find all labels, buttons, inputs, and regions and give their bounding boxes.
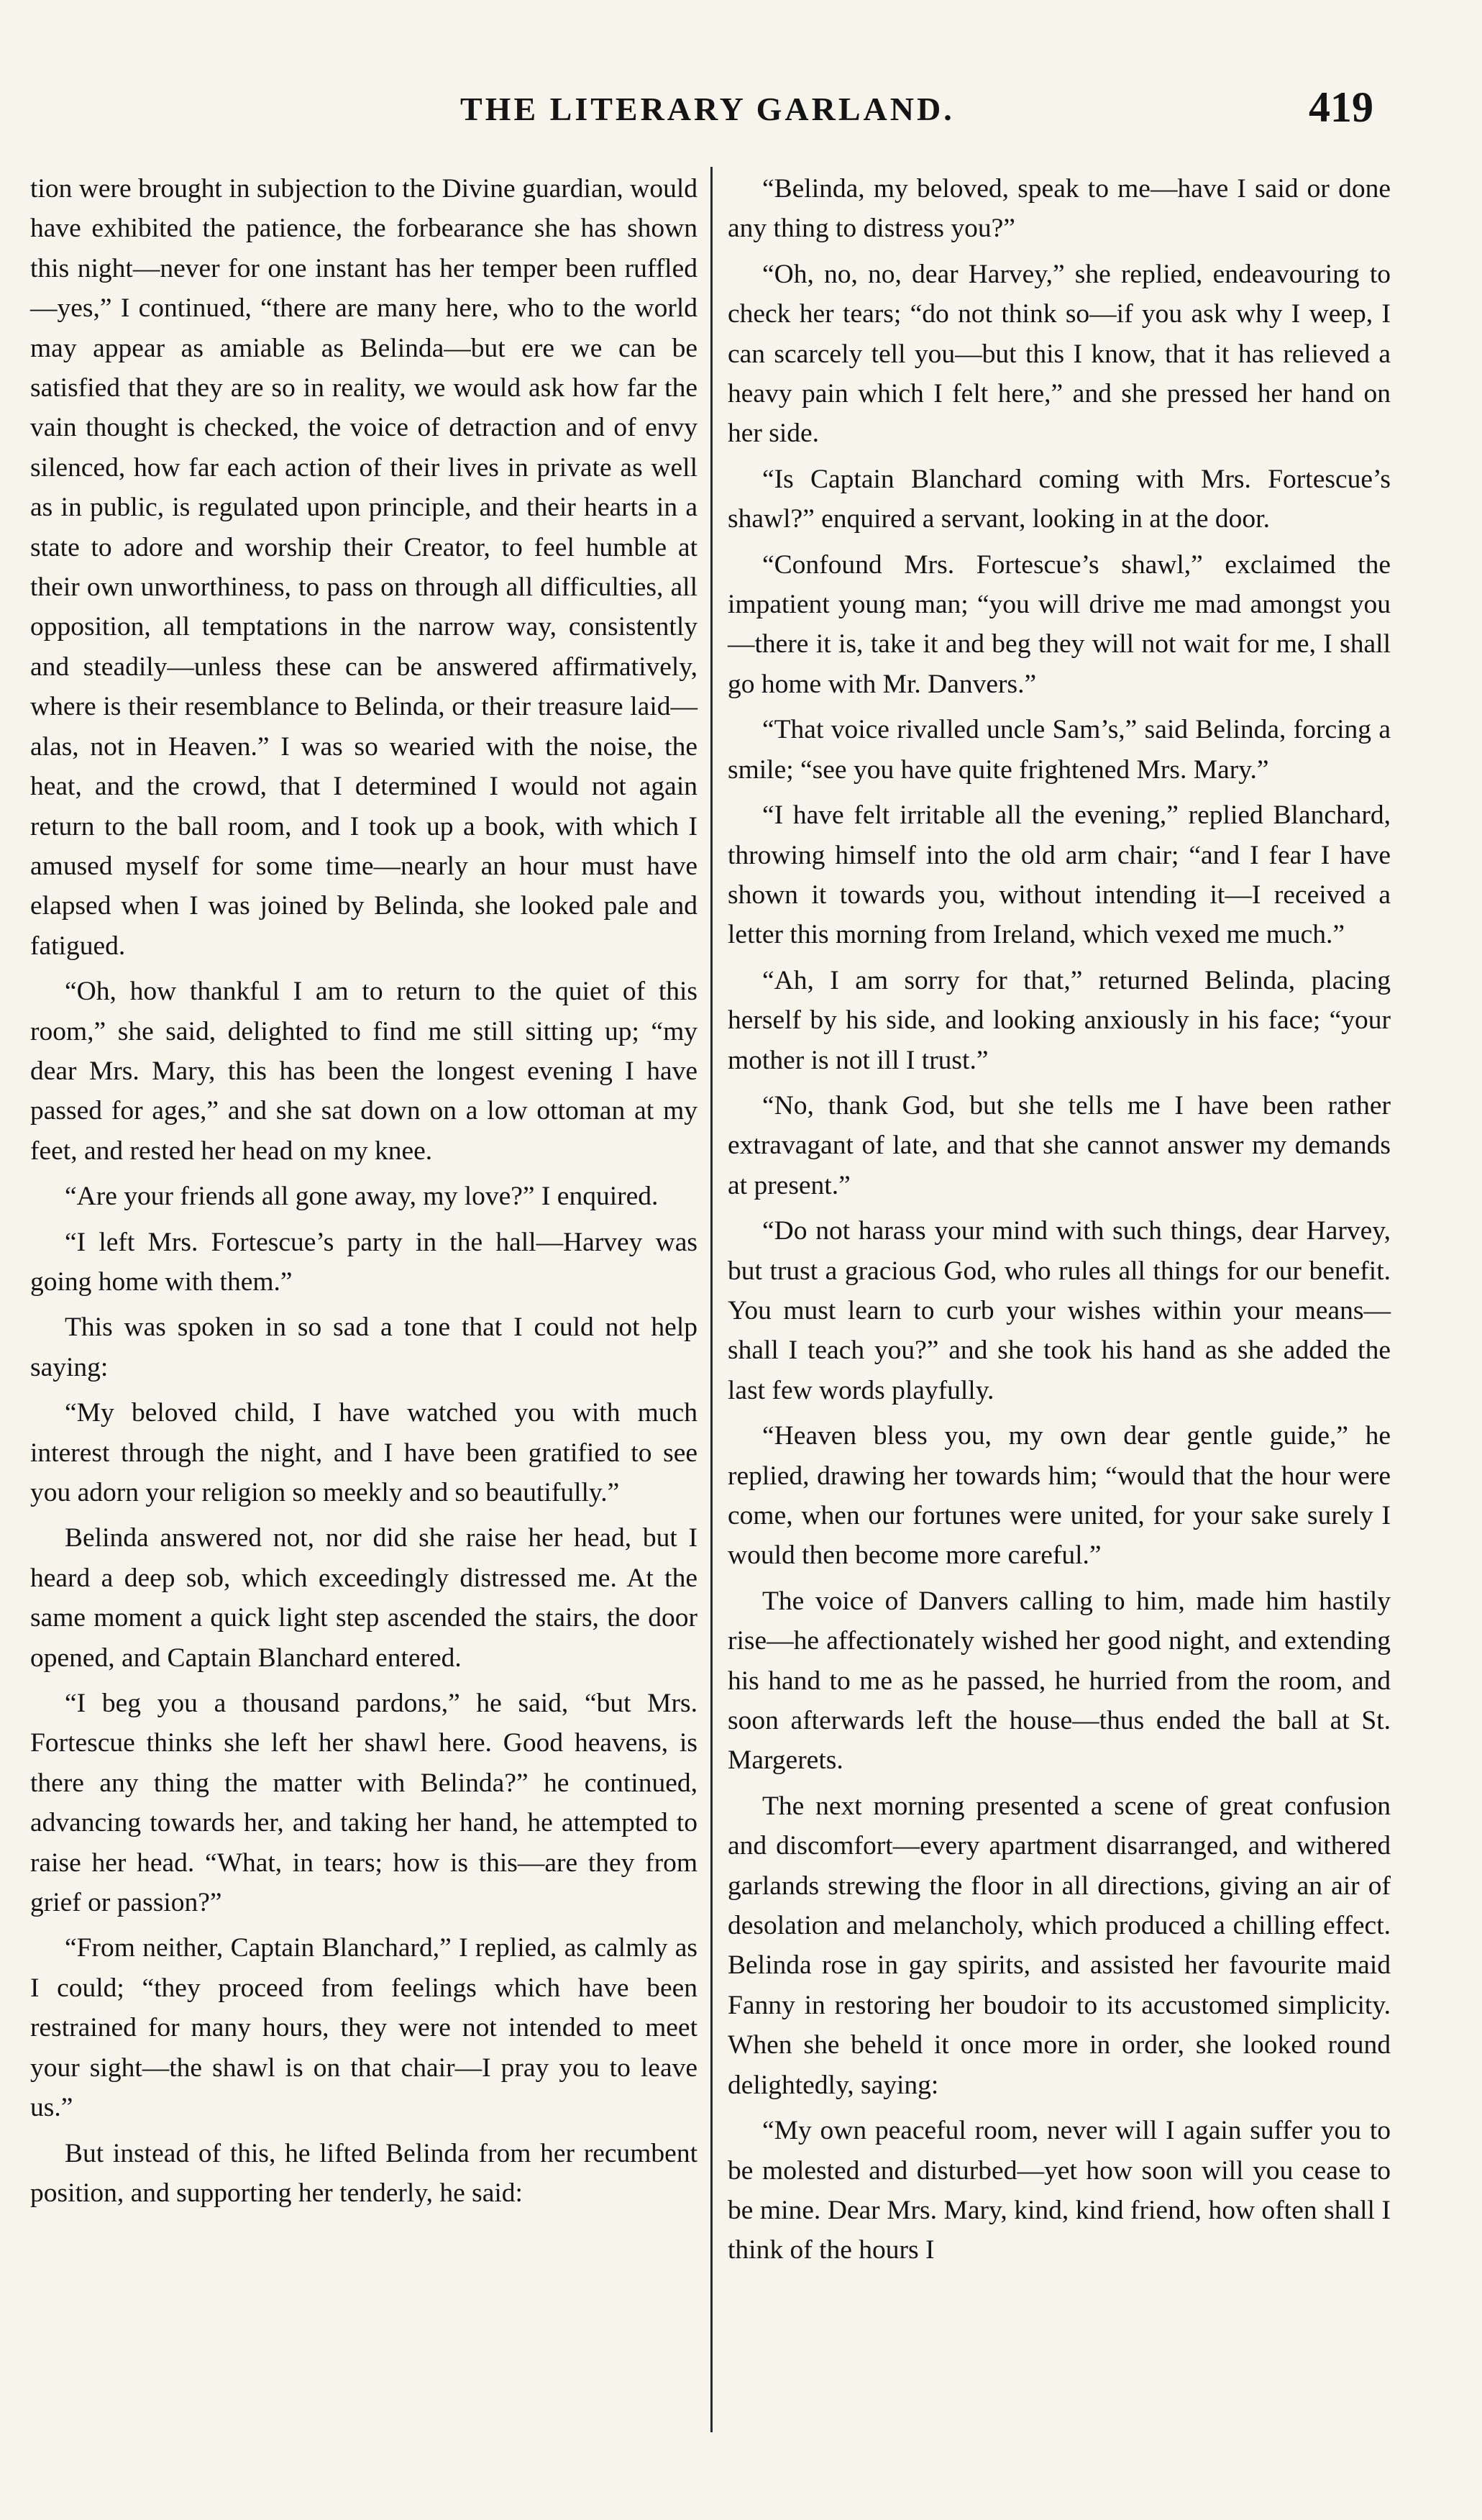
journal-title: THE LITERARY GARLAND. — [460, 91, 955, 127]
paragraph: The voice of Danvers calling to him, made him hastily rise—he affectionately wished her good night, and extending his hand to me as he passed, he hurried from the room, and soon afterwards left the house—thus ended the ball at St. Margerets. — [728, 1586, 1391, 1776]
paragraph: This was spoken in so sad a tone that I could not help saying: — [30, 1312, 697, 1382]
left-column — [30, 169, 697, 2213]
paragraph: “Belinda, my beloved, speak to me—have I said or done any thing to distress you?” — [728, 174, 1391, 244]
paragraph: “My beloved child, I have watched you with much interest through the night, and I have been gratified to see you adorn your religion so meekly and so beautifully.” — [30, 1398, 697, 1507]
column-divider — [710, 167, 713, 2432]
paragraph: “That voice rivalled uncle Sam’s,” said Belinda, forcing a smile; “see you have quite frightened Mrs. Mary.” — [728, 715, 1391, 785]
paragraph: “Ah, I am sorry for that,” returned Belinda, placing herself by his side, and looking anxiously in his face; “your mother is not ill I trust.” — [728, 965, 1391, 1075]
paragraph: “Heaven bless you, my own dear gentle guide,” he replied, drawing her towards him; “would that the hour were come, when our fortunes were united, for your sake surely I would then become more careful.” — [728, 1421, 1391, 1571]
paragraph: The next morning presented a scene of great confusion and discomfort—every apartment disarranged, and withered garlands strewing the floor in all directions, giving an air of desolation and melancholy, which produced a chilling effect. Belinda rose in gay spirits, and assisted her favourite maid Fanny in restoring her boudoir to its accustomed simplicity. When she beheld it once more in order, she looked round delightedly, saying: — [728, 1791, 1391, 2100]
paragraph: “I beg you a thousand pardons,” he said, “but Mrs. Fortescue thinks she left her shawl here. Good heavens, is there any thing the matter with Belinda?” he continued, advancing towards her, and taking her hand, he attempted to raise her head. “What, in tears; how is this—are they from grief or passion?” — [30, 1689, 697, 1918]
paragraph: tion were brought in subjection to the Divine guardian, would have exhibited the patience, the forbearance she has shown this night—never for one instant has her temper been ruffled—yes,” I continued, “there are many here, who to the world may appear as amiable as Belinda—but ere we can be satisfied that they are so in reality, we would ask how far the vain thought is checked, the voice of detraction and of envy silenced, how far each action of their lives in private as well as in public, is regulated upon principle, and their hearts in a state to adore and worship their Creator, to feel humble at their own unworthiness, to pass on through all difficulties, all opposition, all temptations in the narrow way, consistently and steadily—unless these can be answered affirmatively, where is their resemblance to Belinda, or their treasure laid—alas, not in Heaven.” I was so wearied with the noise, the heat, and the crowd, that I determined I would not again return to the ball room, and I took up a book, with which I amused myself for some time—nearly an hour must have elapsed when I was joined by Belinda, she looked pale and fatigued. — [30, 174, 697, 961]
right-column — [728, 169, 1391, 2270]
paragraph: “My own peaceful room, never will I again suffer you to be molested and disturbed—yet how soon will you cease to be mine. Dear Mrs. Mary, kind, kind friend, how often shall I think of the hours I — [728, 2116, 1391, 2265]
paragraph: “Are your friends all gone away, my love?” I enquired. — [65, 1182, 659, 1212]
paragraph: “Is Captain Blanchard coming with Mrs. Fortescue’s shawl?” enquired a servant, looking in at the door. — [728, 464, 1391, 534]
paragraph: “I left Mrs. Fortescue’s party in the hall—Harvey was going home with them.” — [30, 1227, 697, 1297]
paragraph: “No, thank God, but she tells me I have been rather extravagant of late, and that she cannot answer my demands at present.” — [728, 1090, 1391, 1200]
paragraph: “From neither, Captain Blanchard,” I replied, as calmly as I could; “they proceed from feelings which have been restrained for many hours, they were not intended to meet your sight—the shawl is on that chair—I pray you to leave us.” — [30, 1933, 697, 2123]
paragraph: “Oh, how thankful I am to return to the quiet of this room,” she said, delighted to find me still sitting up; “my dear Mrs. Mary, this has been the longest evening I have passed for ages,” and she sat down on a low ottoman at my feet, and rested her head on my knee. — [30, 977, 697, 1166]
page-number: 419 — [1309, 83, 1373, 131]
paragraph: “I have felt irritable all the evening,” replied Blanchard, throwing himself into the old arm chair; “and I fear I have shown it towards you, without intending it—I received a letter this morning from Ireland, which vexed me much.” — [728, 800, 1391, 950]
paragraph: But instead of this, he lifted Belinda from her recumbent position, and supporting her tenderly, he said: — [30, 2138, 697, 2208]
paragraph: “Do not harass your mind with such things, dear Harvey, but trust a gracious God, who rules all things for our benefit. You must learn to curb your wishes within your means—shall I teach you?” and she took his hand as she added the last few words playfully. — [728, 1216, 1391, 1405]
paragraph: “Oh, no, no, dear Harvey,” she replied, endeavouring to check her tears; “do not think so—if you ask why I weep, I can scarcely tell you—but this I know, that it has relieved a heavy pain which I felt here,” and she pressed her hand on her side. — [728, 259, 1391, 449]
paragraph: “Confound Mrs. Fortescue’s shawl,” exclaimed the impatient young man; “you will drive me mad amongst you—there it is, take it and beg they will not wait for me, I shall go home with Mr. Danvers.” — [728, 549, 1391, 699]
paragraph: Belinda answered not, nor did she raise her head, but I heard a deep sob, which exceedingly distressed me. At the same moment a quick light step ascended the stairs, the door opened, and Captain Blanchard entered. — [30, 1523, 697, 1673]
running-header — [0, 83, 1482, 147]
